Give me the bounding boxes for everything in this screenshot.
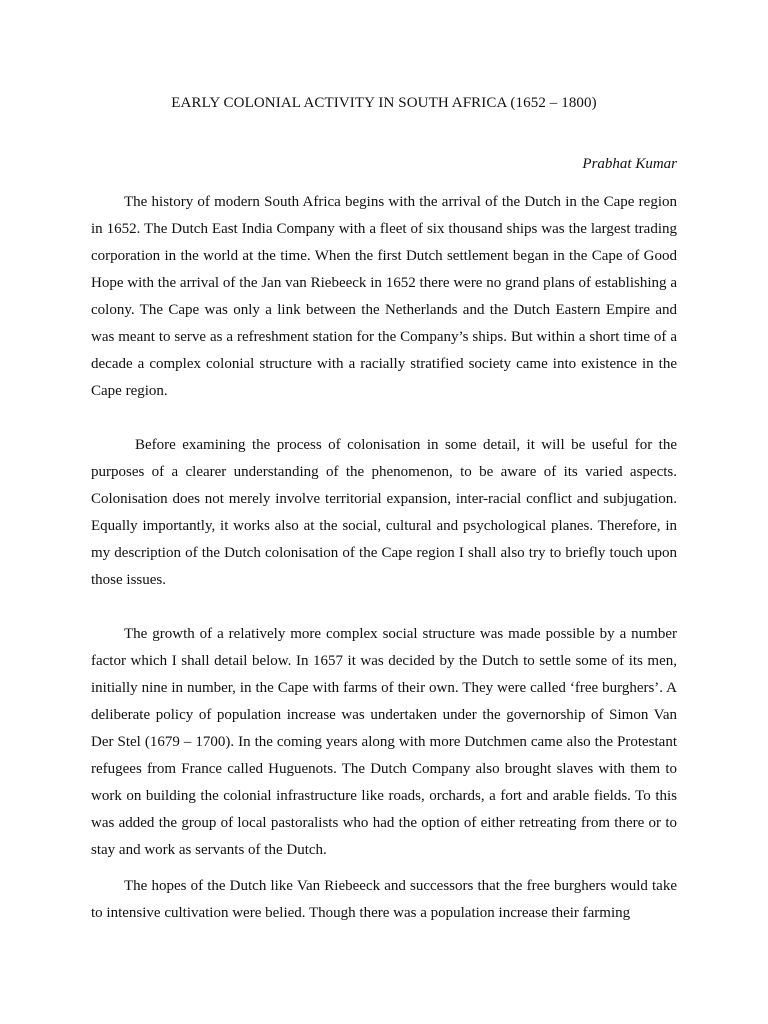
author-name: Prabhat Kumar	[582, 156, 677, 172]
paragraph-3: The growth of a relatively more complex social structure was made possible by a number factor which I shall detail below. In 1657 it was decided by the Dutch to settle some of its men, initially nine in number, in the Cape with farms of their own. They were called ‘free burghers’. A deliberate policy of population increase was undertaken under the governorship of Simon Van Der Stel (1679 – 1700). In the coming years along with more Dutchmen came also the Protestant refugees from France called Huguenots. The Dutch Company also brought slaves with them to work on building the colonial infrastructure like roads, orchards, a fort and arable fields. To this was added the group of local pastoralists who had the option of either retreating from there or to stay and work as servants of the Dutch.	[91, 626, 677, 858]
document-title: EARLY COLONIAL ACTIVITY IN SOUTH AFRICA (1652 – 1800)	[171, 95, 597, 111]
paragraph-4: The hopes of the Dutch like Van Riebeeck and successors that the free burghers would take to intensive cultivation were belied. Though there was a population increase their farming	[91, 878, 677, 921]
paragraph-2: Before examining the process of colonisation in some detail, it will be useful for the purposes of a clearer understanding of the phenomenon, to be aware of its varied aspects. Colonisation does not merely involve territorial expansion, inter-racial conflict and subjugation. Equally importantly, it works also at the social, cultural and psychological planes. Therefore, in my description of the Dutch colonisation of the Cape region I shall also try to briefly touch upon those issues.	[91, 437, 677, 588]
paragraph-1: The history of modern South Africa begins with the arrival of the Dutch in the Cape region in 1652. The Dutch East India Company with a fleet of six thousand ships was the largest trading corporation in the world at the time. When the first Dutch settlement began in the Cape of Good Hope with the arrival of the Jan van Riebeeck in 1652 there were no grand plans of establishing a colony. The Cape was only a link between the Netherlands and the Dutch Eastern Empire and was meant to serve as a refreshment station for the Company’s ships. But within a short time of a decade a complex colonial structure with a racially stratified society came into existence in the Cape region.	[91, 194, 677, 399]
